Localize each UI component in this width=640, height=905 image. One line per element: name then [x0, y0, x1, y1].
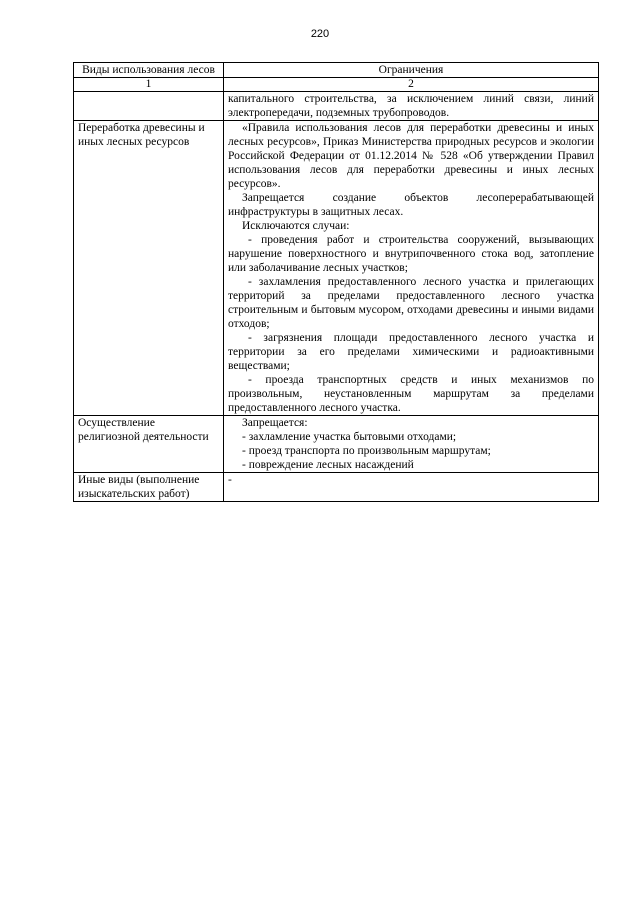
restriction-paragraph: - проезд транспорта по произвольным маршрутам; — [242, 445, 491, 457]
restriction-paragraph: Запрещается: — [242, 417, 308, 429]
table-row — [74, 92, 599, 121]
restriction-paragraph: - — [228, 474, 232, 486]
row-restrictions — [224, 121, 599, 416]
restriction-paragraph: Запрещается создание объектов лесоперерабатывающей инфраструктуры в защитных лесах. — [228, 192, 594, 218]
column-number-1: 1 — [74, 78, 224, 92]
header-restrictions: Ограничения — [224, 63, 599, 78]
restriction-paragraph: - проведения работ и строительства сооружений, вызывающих нарушение поверхностного и внутрипочвенного стока вод, затопление или заболачивание лесных участков; — [228, 234, 594, 274]
page-number: 220 — [310, 28, 330, 40]
restriction-paragraph: - проезда транспортных средств и иных механизмов по произвольным, неустановленным маршрутам за пределами предоставленного лесного участка. — [228, 374, 594, 414]
row-restrictions — [224, 473, 599, 502]
row-use-type: Переработка древесины и иных лесных ресурсов — [74, 121, 224, 416]
table-header-row — [74, 63, 599, 78]
restrictions-table — [73, 62, 599, 502]
restriction-paragraph: - захламления предоставленного лесного участка и прилегающих территорий за пределами предоставленного лесного участка строительным и бытовым мусором, отходами древесины и иными видами отходов; — [228, 276, 594, 330]
restriction-paragraph: капитального строительства, за исключением линий связи, линий электропередачи, подземных трубопроводов. — [228, 93, 594, 119]
row-use-type — [74, 92, 224, 121]
row-use-type: Осуществление религиозной деятельности — [74, 416, 224, 473]
row-use-type: Иные виды (выполнение изыскательских работ) — [74, 473, 224, 502]
restriction-paragraph: «Правила использования лесов для переработки древесины и иных лесных ресурсов», Приказ Министерства природных ресурсов и экологии Российской Федерации от 01.12.2014 № 528 «Об утверждении Правил использования лесов для переработки древесины и иных лесных ресурсов». — [228, 122, 594, 190]
restriction-paragraph: - загрязнения площади предоставленного лесного участка и территории за его пределами химическими и радиоактивными веществами; — [228, 332, 594, 372]
restriction-paragraph: - захламление участка бытовыми отходами; — [242, 431, 457, 443]
table-row — [74, 473, 599, 502]
column-number-2: 2 — [224, 78, 599, 92]
header-forest-use-types: Виды использования лесов — [74, 63, 224, 78]
row-restrictions — [224, 416, 599, 473]
restriction-paragraph: - повреждение лесных насаждений — [242, 459, 414, 471]
table-row — [74, 121, 599, 416]
restriction-paragraph: Исключаются случаи: — [242, 220, 350, 232]
table-row — [74, 416, 599, 473]
table-numbering-row — [74, 78, 599, 92]
row-restrictions — [224, 92, 599, 121]
